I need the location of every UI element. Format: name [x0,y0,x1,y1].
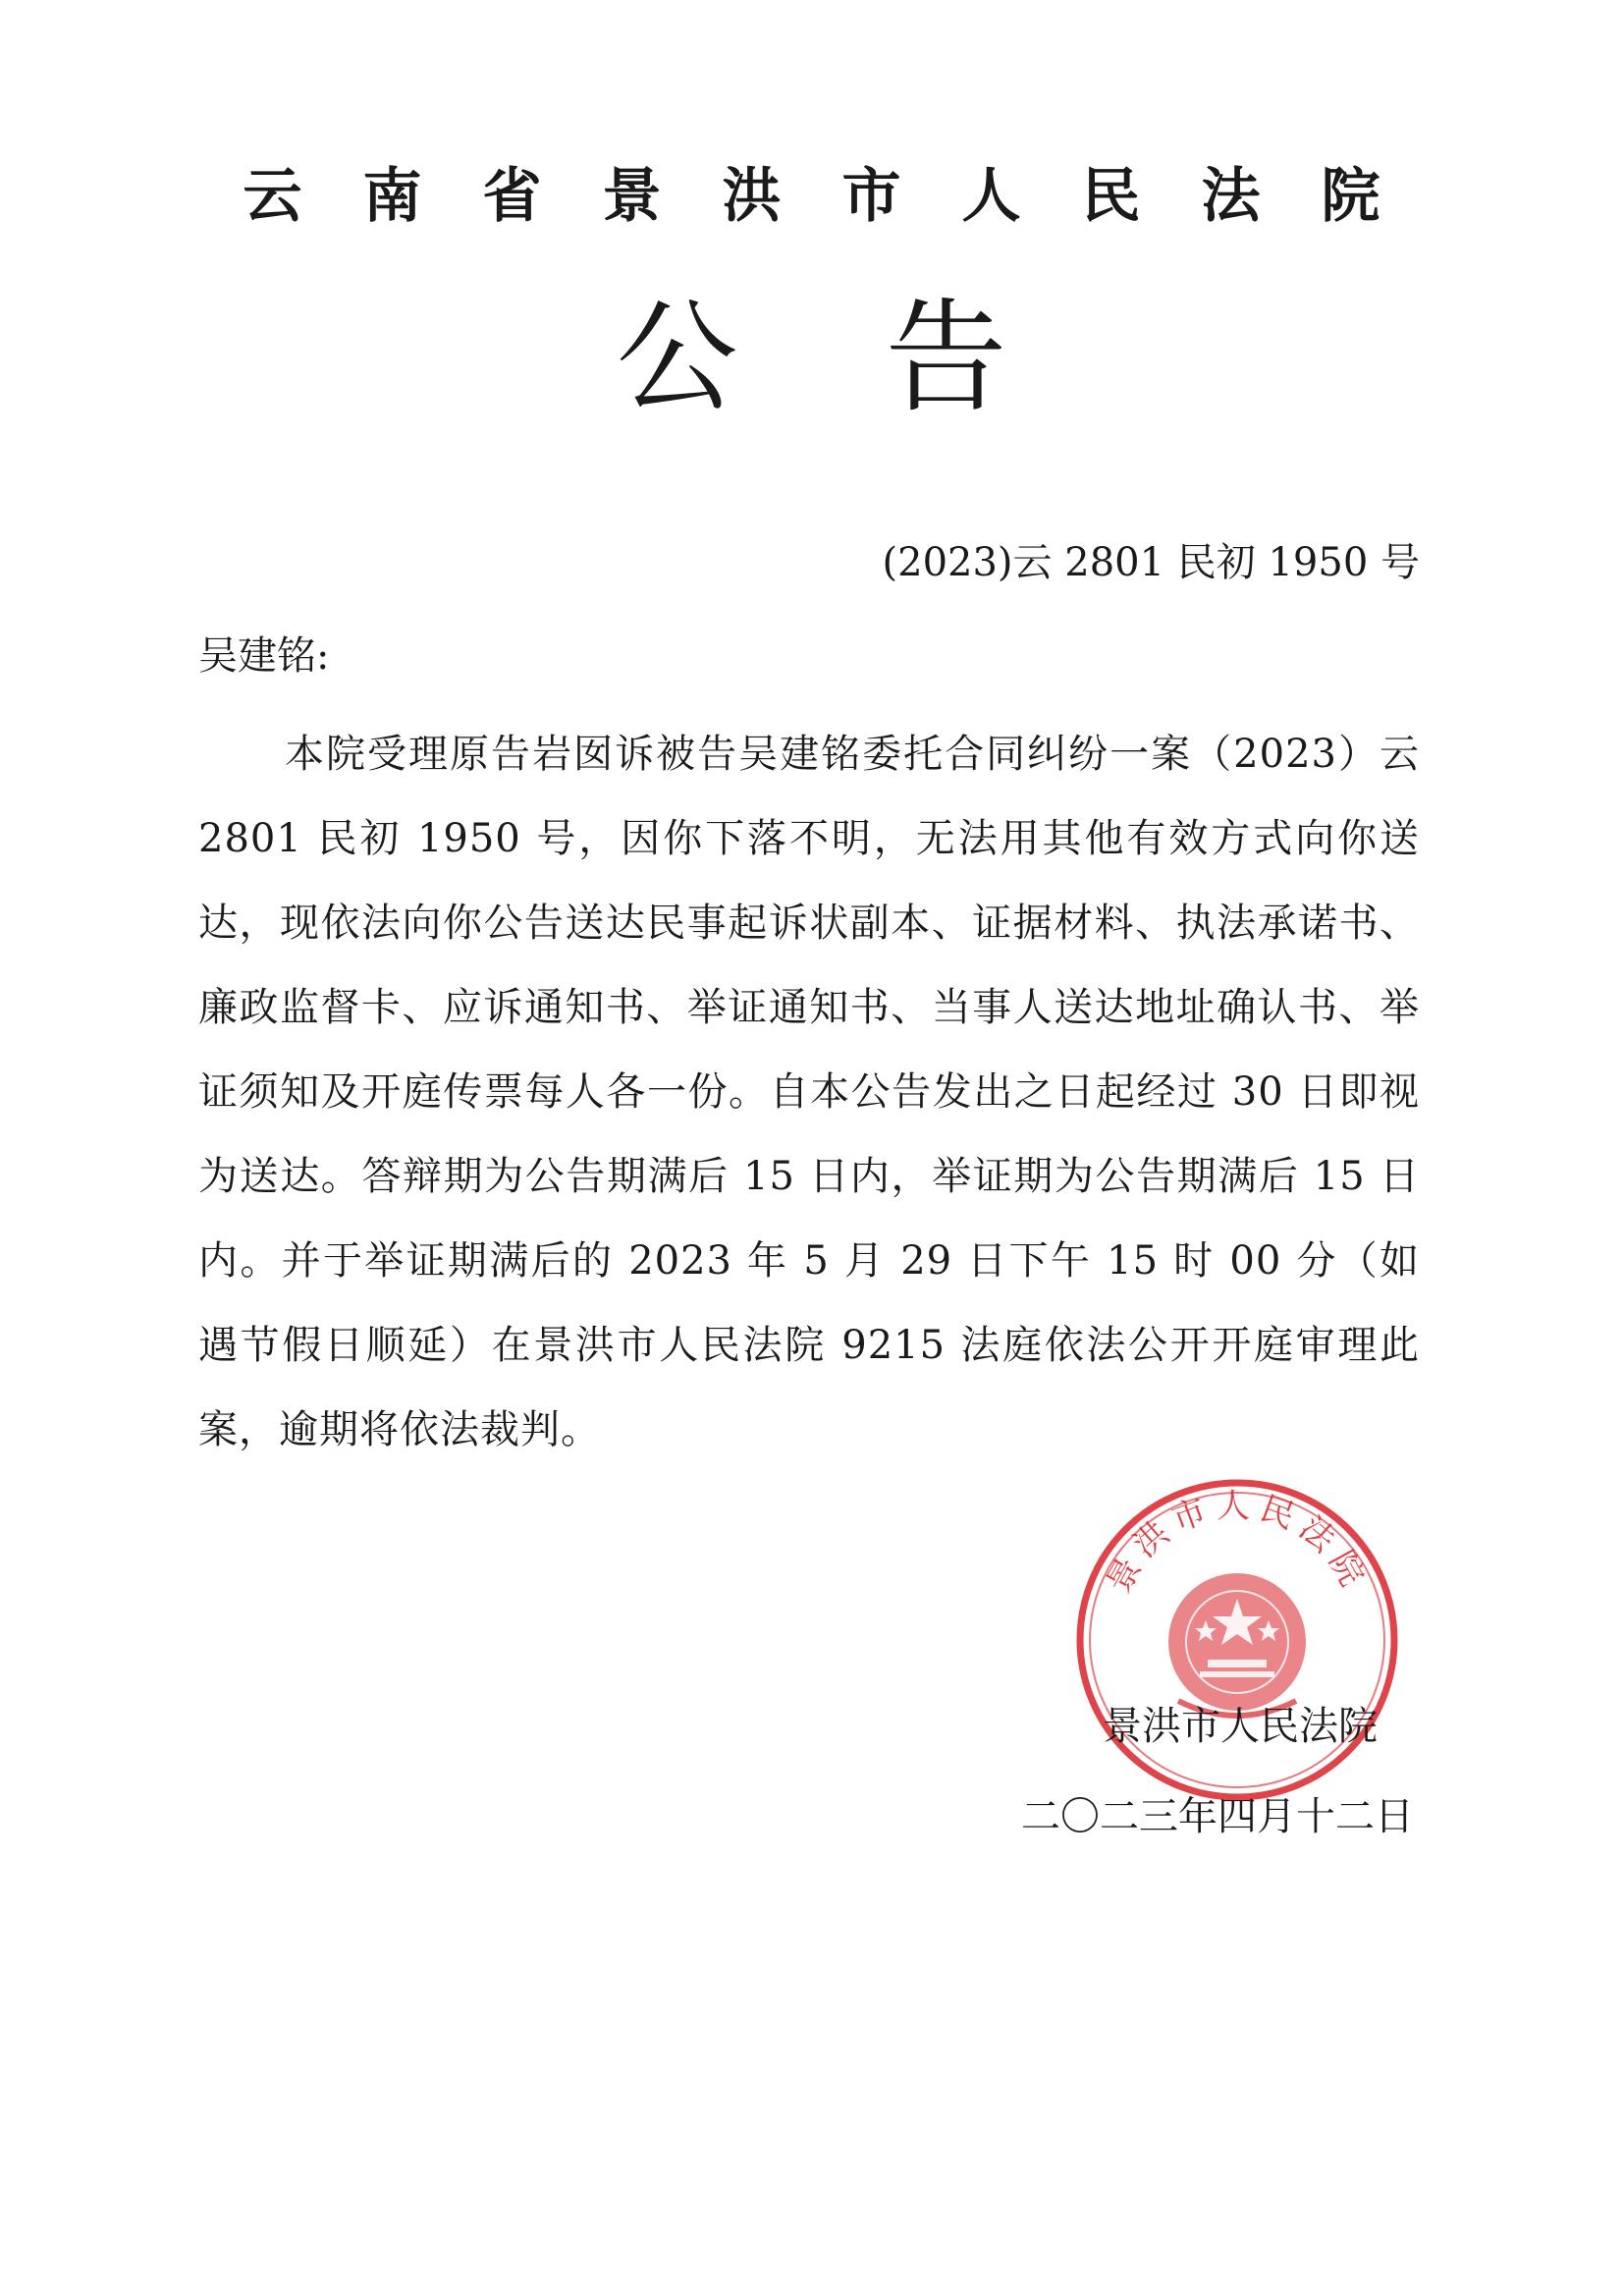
addressee: 吴建铭: [198,633,330,679]
court-name: 云南省景洪市人民法院 [243,162,1441,231]
court-seal-icon [1070,1473,1404,1807]
issue-date: 二〇二三年四月十二日 [1021,1794,1414,1839]
document-title: 公告 [616,288,1155,429]
signature-court: 景洪市人民法院 [1103,1704,1378,1749]
case-number: (2023)云 2801 民初 1950 号 [882,540,1420,585]
notice-body: 本院受理原告岩囡诉被告吴建铭委托合同纠纷一案（2023）云 2801 民初 1950 号，因你下落不明，无法用其他有效方式向你送达，现依法向你公告送达民事起诉状副本、证据材料、执法承诺书、廉政监督卡、应诉通知书、举证通知书、当事人送达地址确认书、举证须知及开庭传票每人各一份。自本公告发出之日起经过 30 日即视为送达。答辩期为公告期满后 15 日内，举证期为公告期满后 15 日内。并于举证期满后的 2023 年 5 月 29 日下午 15 时 00 分（如遇节假日顺延）在景洪市人民法院 9215 法庭依法公开开庭审理此案，逾期将依法裁判。 [198,732,1420,1452]
seal-text: 景洪市人民法院 [1099,1486,1376,1600]
